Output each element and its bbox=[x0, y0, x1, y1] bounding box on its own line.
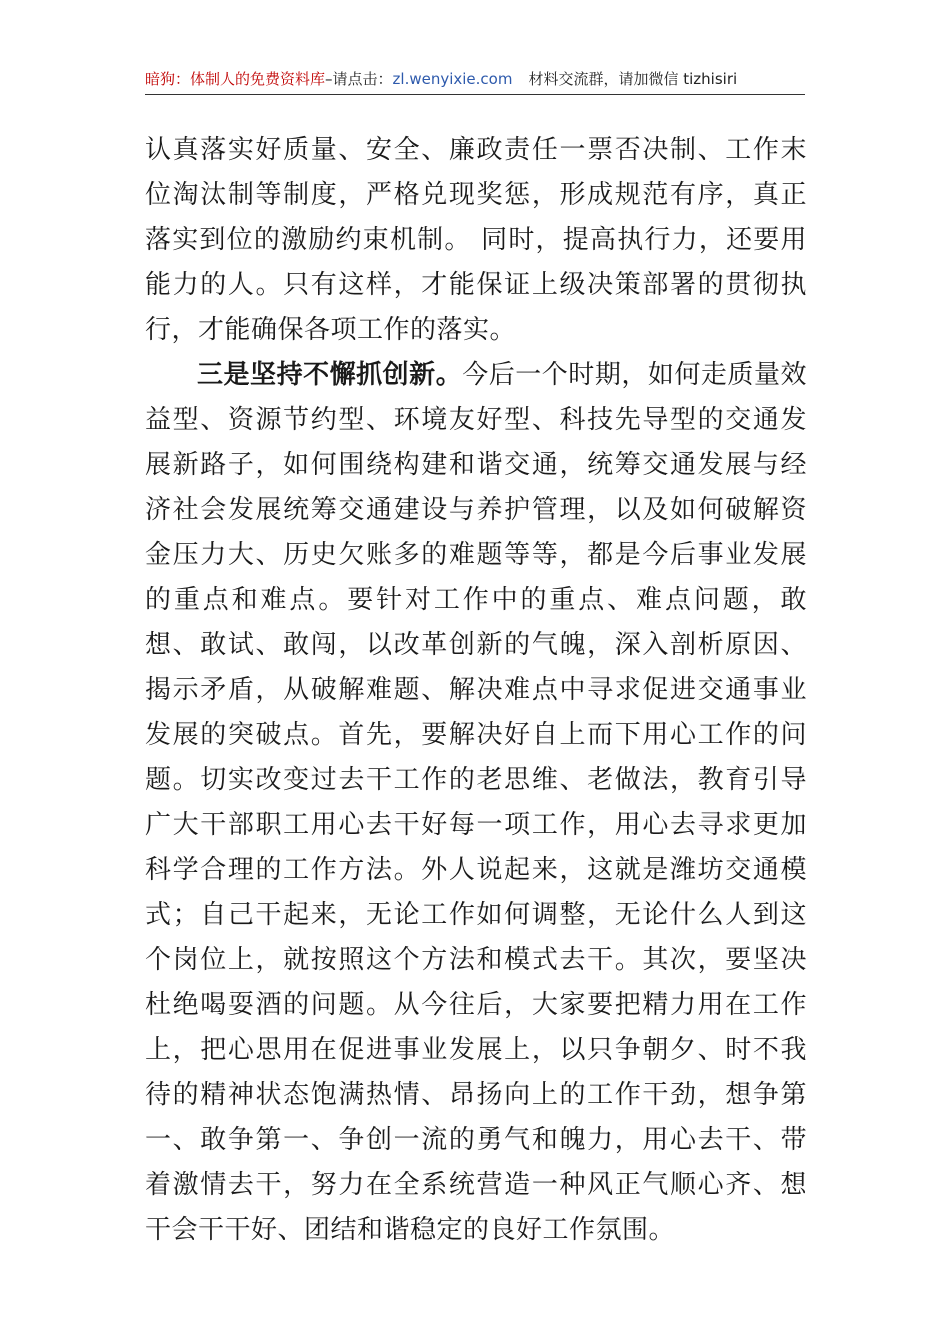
header-contact: 材料交流群，请加微信 tizhisiri bbox=[528, 70, 738, 88]
header-brand: 暗狗：体制人的免费资料库 bbox=[145, 70, 326, 88]
header-link[interactable]: zl.wenyixie.com bbox=[392, 70, 513, 88]
paragraph-2-body: 今后一个时期，如何走质量效益型、资源节约型、环境友好型、科技先导型的交通发展新路子，如何围绕构建和谐交通，统筹交通发展与经济社会发展统筹交通建设与养护管理，以及如何破解资金压力大、历史欠账多的难题等等，都是今后事业发展的重点和难点。要针对工作中的重点、难点问题，敢想、敢试、敢闯，以改革创新的气魄，深入剖析原因、揭示矛盾，从破解难题、解决难点中寻求促进交通事业发展的突破点。首先，要解决好自上而下用心工作的问题。切实改变过去干工作的老思维、老做法，教育引导广大干部职工用心去干好每一项工作，用心去寻求更加科学合理的工作方法。外人说起来，这就是潍坊交通模式；自己干起来，无论工作如何调整，无论什么人到这个岗位上，就按照这个方法和模式去干。其次，要坚决杜绝喝耍酒的问题。从今往后，大家要把精力用在工作上，把心思用在促进事业发展上，以只争朝夕、时不我待的精神状态饱满热情、昂扬向上的工作干劲，想争第一、敢争第一、争创一流的勇气和魄力，用心去干、带着激情去干，努力在全系统营造一种风正气顺心齐、想干会干干好、团结和谐稳定的良好工作氛围。 bbox=[145, 360, 807, 1245]
page-header bbox=[145, 68, 805, 95]
paragraph-2-lead: 三是坚持不懈抓创新。 bbox=[197, 360, 463, 390]
document-body bbox=[145, 128, 807, 1253]
paragraph-1: 认真落实好质量、安全、廉政责任一票否决制、工作末位淘汰制等制度，严格兑现奖惩，形成规范有序，真正落实到位的激励约束机制。 同时，提高执行力，还要用能力的人。只有这样，才能保证上级决策部署的贯彻执行，才能确保各项工作的落实。 bbox=[145, 135, 807, 345]
header-prompt: –请点击： bbox=[325, 70, 393, 88]
paragraph-2 bbox=[145, 353, 807, 1253]
